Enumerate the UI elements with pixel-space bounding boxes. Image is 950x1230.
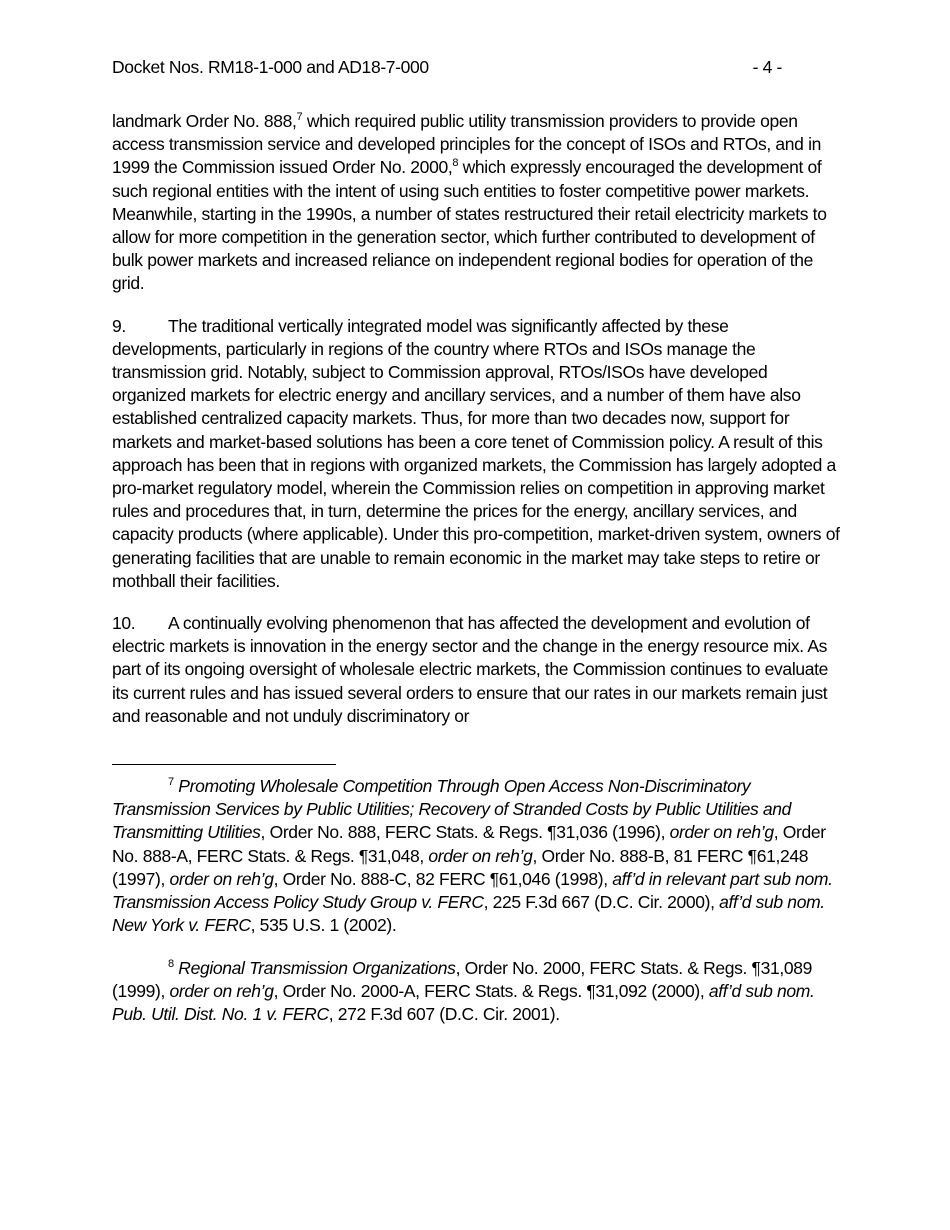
- footnote-separator: [112, 764, 336, 765]
- paragraph-number: 10.: [112, 613, 136, 634]
- page-header: [112, 54, 840, 80]
- paragraph-9: 9. The traditional vertically integrated model was significantly affected by these developments, particularly in regions of the country where RTOs and ISOs manage the transmission grid. Notably, subject to Commission approval, RTOs/ISOs have developed organized markets for electric energy and ancillary services, and a number of them have also established centralized capacity markets. Thus, for more than two decades now, support for markets and market-based solutions has been a core tenet of Commission policy. A result of this approach has been that in regions with organized markets, the Commission has largely adopted a pro-market regulatory model, wherein the Commission relies on competition in approving market rules and procedures that, in turn, determine the prices for the energy, ancillary services, and capacity products (where applicable). Under this pro-competition, market-driven system, owners of generating facilities that are unable to remain economic in the market may take steps to retire or mothball their facilities.: [112, 315, 840, 591]
- docket-number: Docket Nos. RM18-1-000 and AD18-7-000: [112, 57, 429, 77]
- page-number: - 4 -: [752, 57, 782, 77]
- paragraph-continuation: landmark Order No. 888,$^7$ which required public utility transmission providers to provide open access transmission service and developed principles for the concept of ISOs and RTOs, and in 1999 the Commission issued Order No. 2000,$^8$ which expressly encouraged the development of such regional entities with the intent of using such entities to foster competitive power markets. Meanwhile, starting in the 1990s, a number of states restructured their retail electricity markets to allow for more competition in the generation sector, which further contributed to development of bulk power markets and increased reliance on independent regional bodies for operation of the grid.: [112, 111, 827, 294]
- body-text: [112, 110, 840, 728]
- footnote-8: $^8$ Regional Transmission Organizations, Order No. 2000, FERC Stats. & Regs. ¶31,089 (1999), order on reh’g, Order No. 2000-A, FERC Stats. & Regs. ¶31,092 (2000), aff’d sub nom. Pub. Util. Dist. No. 1 v. FERC, 272 F.3d 607 (D.C. Cir. 2001).: [112, 957, 815, 1024]
- footnote-mark: 7: [168, 776, 174, 789]
- footnote-7: $^7$ Promoting Wholesale Competition Through Open Access Non-Discriminatory Transmission Services by Public Utilities; Recovery of Stranded Costs by Public Utilities and Transmitting Utilities, Order No. 888, FERC Stats. & Regs. ¶31,036 (1996), order on reh’g, Order No. 888-A, FERC Stats. & Regs. ¶31,048, order on reh’g, Order No. 888-B, 81 FERC ¶61,248 (1997), order on reh’g, Order No. 888-C, 82 FERC ¶61,046 (1998), aff’d in relevant part sub nom. Transmission Access Policy Study Group v. FERC, 225 F.3d 667 (D.C. Cir. 2000), aff’d sub nom. New York v. FERC, 535 U.S. 1 (2002).: [112, 776, 833, 936]
- paragraph-10: 10. A continually evolving phenomenon that has affected the development and evolution of electric markets is innovation in the energy sector and the change in the energy resource mix. As part of its ongoing oversight of wholesale electric markets, the Commission continues to evaluate its current rules and has issued several orders to ensure that our rates in our markets remain just and reasonable and not unduly discriminatory or: [112, 613, 829, 726]
- document-page: [112, 54, 840, 1045]
- paragraph-number: 9.: [112, 315, 126, 336]
- footnote-ref-8[interactable]: 8: [452, 157, 459, 170]
- footnotes: [112, 775, 840, 1026]
- footnote-mark: 8: [168, 957, 174, 970]
- footnote-ref-7[interactable]: 7: [296, 111, 303, 124]
